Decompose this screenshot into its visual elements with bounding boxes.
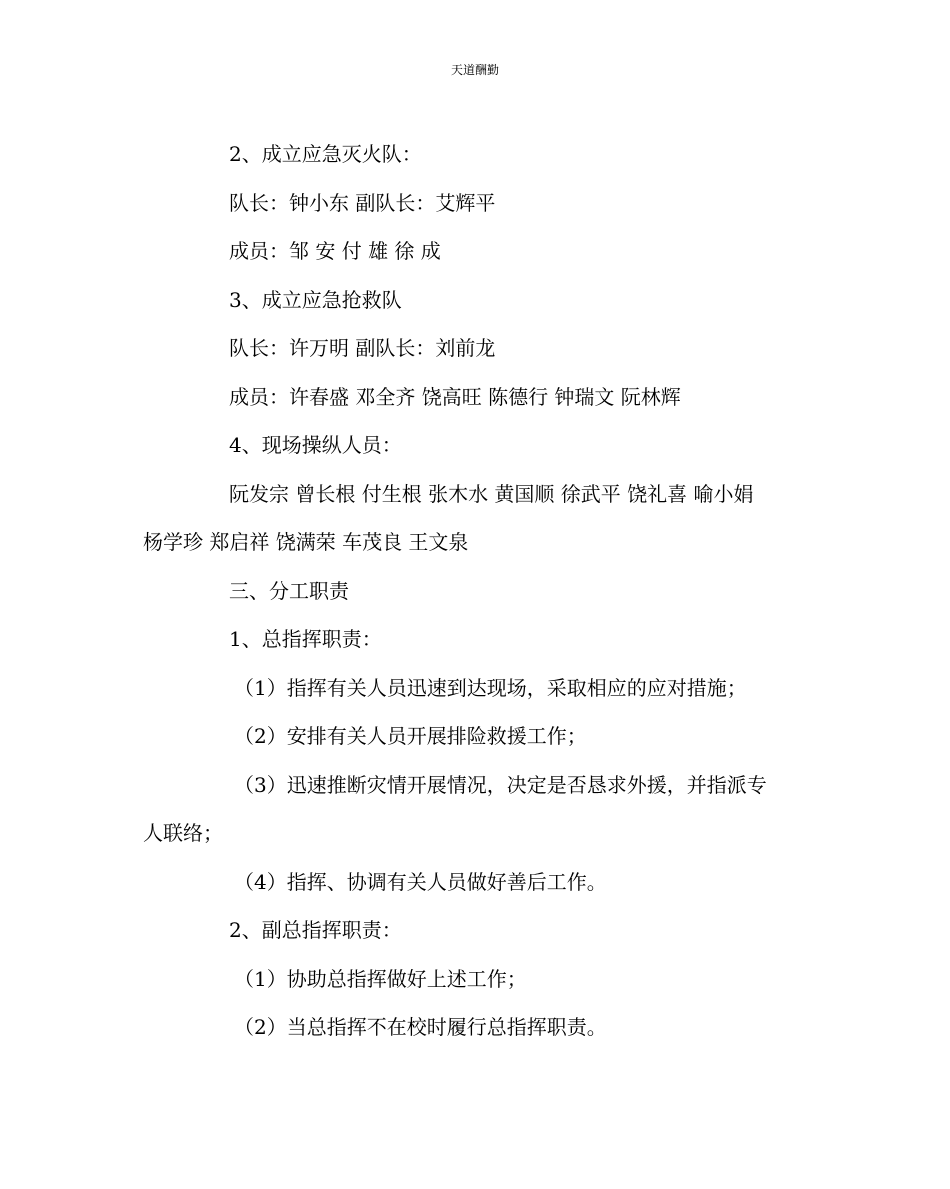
commander-duty-1: （1）指挥有关人员迅速到达现场，采取相应的应对措施； <box>234 675 747 700</box>
section-onsite-staff-heading: 4、现场操纵人员： <box>229 433 402 457</box>
commander-duty-2: （2）安排有关人员开展排险救援工作； <box>234 724 587 748</box>
section-fire-team-heading: 2、成立应急灭火队： <box>229 142 422 166</box>
section-rescue-team-heading: 3、成立应急抢救队 <box>229 287 402 312</box>
rescue-team-members: 成员：许春盛 邓全齐 饶高旺 陈德行 钟瑞文 阮林辉 <box>229 384 681 409</box>
document-body <box>143 130 823 1052</box>
fire-team-leaders: 队长：钟小东 副队长：艾辉平 <box>229 190 496 215</box>
deputy-commander-duties-heading: 2、副总指挥职责： <box>229 918 402 942</box>
rescue-team-leaders: 队长：许万明 副队长：刘前龙 <box>229 336 496 360</box>
section-responsibilities-heading: 三、分工职责 <box>229 578 349 603</box>
deputy-duty-1: （1）协助总指挥做好上述工作； <box>234 966 527 991</box>
onsite-staff-list-line-2: 杨学珍 郑启祥 饶满荣 车茂良 王文泉 <box>143 530 469 554</box>
fire-team-members: 成员：邹 安 付 雄 徐 成 <box>229 239 441 263</box>
page-header: 天道酬勤 <box>450 63 499 77</box>
commander-duties-heading: 1、总指挥职责： <box>229 627 382 651</box>
deputy-duty-2: （2）当总指挥不在校时履行总指挥职责。 <box>234 1015 607 1039</box>
commander-duty-3-line-2: 人联络； <box>143 821 223 845</box>
onsite-staff-list-line-1: 阮发宗 曾长根 付生根 张木水 黄国顺 徐武平 饶礼喜 喻小娟 <box>229 481 754 506</box>
commander-duty-4: （4）指挥、协调有关人员做好善后工作。 <box>234 869 607 894</box>
commander-duty-3-line-1: （3）迅速推断灾情开展情况，决定是否恳求外援，并指派专 <box>234 772 767 797</box>
